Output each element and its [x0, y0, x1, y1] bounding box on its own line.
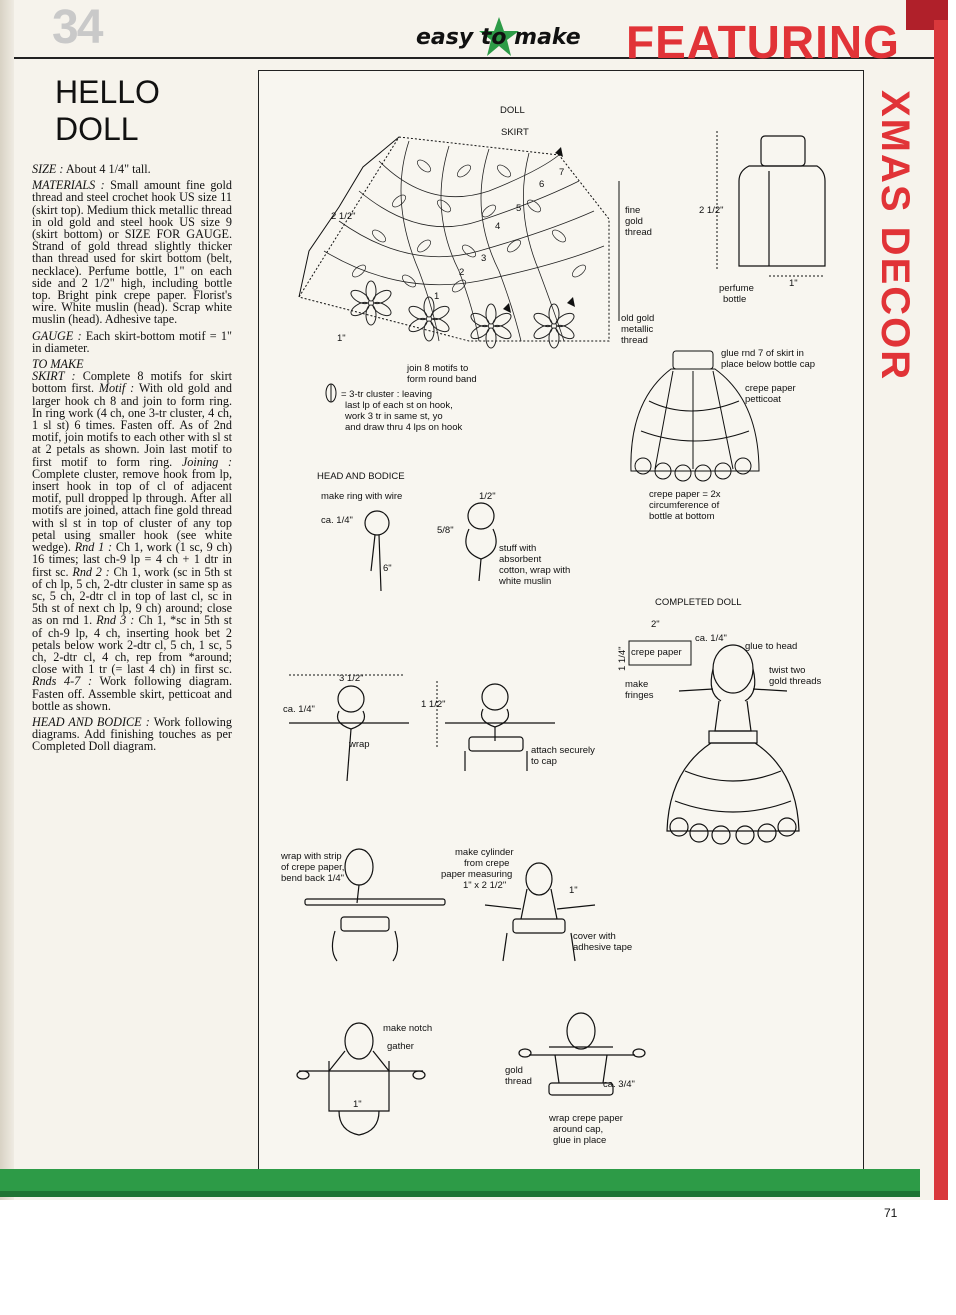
rnds47-text: Work following diagram. Fasten off. Assemble skirt, petticoat and bottle as shown.: [32, 674, 232, 713]
glue-head-label: glue to head: [745, 641, 798, 652]
fringe-height-dim: 1 1/4": [617, 646, 628, 671]
red-edge-strip: [934, 20, 948, 1200]
cluster-legend-1: = 3-tr cluster : leaving: [341, 389, 433, 400]
petticoat-label-1: crepe paper: [745, 383, 796, 394]
gold-thread-label-2: thread: [505, 1076, 532, 1087]
row-number-3: 3: [481, 253, 487, 264]
size-text: About 4 1/4" tall.: [65, 162, 151, 176]
head-bodice-heading: HEAD AND BODICE: [317, 471, 405, 482]
crepe-paper-label: crepe paper: [631, 647, 682, 658]
rnd3-label: Rnd 3 :: [96, 613, 135, 628]
page-number: 34: [52, 1, 102, 54]
cluster-legend-2: last lp of each st on hook,: [345, 400, 453, 411]
fringe-width-dim: 2": [651, 619, 660, 630]
cluster-symbol-icon: [326, 384, 336, 402]
wrap-cap-label-3: glue in place: [553, 1135, 607, 1146]
title-line-1: HELLO: [55, 74, 160, 110]
skirt-height-dim: 2 1/2": [331, 211, 356, 222]
footer-page-number: 71: [884, 1206, 898, 1220]
stuff-label-2: absorbent: [499, 554, 542, 565]
skirt-label: SKIRT :: [32, 369, 76, 384]
cylinder-label-3: paper measuring: [441, 869, 513, 880]
join-motifs-label-1: join 8 motifs to: [407, 363, 469, 374]
wrap-strip-label-1: wrap with strip: [281, 851, 342, 862]
skirt-heading: SKIRT: [501, 127, 529, 138]
make-fringes-label-1: make: [625, 679, 649, 690]
stuffed-head-drawing: [466, 503, 496, 581]
skirt-on-bottle-drawing: [631, 351, 759, 481]
skirt-motif-dim: 1": [337, 333, 346, 344]
cylinder-label-4: 1" x 2 1/2": [463, 880, 507, 891]
size-label: SIZE :: [32, 162, 64, 176]
cluster-legend-4: and draw thru 4 lps on hook: [345, 422, 463, 433]
materials-paragraph: [32, 179, 232, 325]
rnd1-text: Ch 1, work (1 sc, 9 ch) 16 times; last ch-9 lp = 4 ch + 1 dtr in first sc.: [32, 540, 233, 579]
twist-label-1: twist two: [769, 665, 806, 676]
gold-thread-label-1: gold: [505, 1065, 523, 1076]
featuring-heading: FEATURING: [626, 16, 900, 68]
to-make-label: TO MAKE: [32, 357, 84, 372]
twist-label-2: gold threads: [769, 676, 822, 687]
stuff-label-3: cotton, wrap with: [499, 565, 571, 576]
join-motifs-label-2: form round band: [407, 374, 477, 385]
completed-doll-heading: COMPLETED DOLL: [655, 597, 742, 608]
row-number-7: 7: [559, 167, 565, 178]
crepe-circ-label-1: crepe paper = 2x: [649, 489, 721, 500]
skirt-text: Complete 8 motifs for skirt bottom first.: [32, 369, 233, 396]
gauge-paragraph: [32, 330, 232, 354]
easy-to-make-label: easy to make: [416, 25, 581, 50]
row-number-5: 5: [516, 203, 522, 214]
head-wire-drawing: [289, 686, 409, 781]
belt-width-dim: ca. 3/4": [603, 1079, 635, 1090]
joining-label: Joining :: [181, 454, 233, 469]
bottle-height-dim: 2 1/2": [699, 205, 724, 216]
perfume-label-2: bottle: [723, 294, 747, 305]
notch-dim: 1": [353, 1099, 362, 1110]
wire-span-dim: 3 1/2": [339, 673, 364, 684]
row-number-4: 4: [495, 221, 501, 232]
wire-length-dim: 6": [383, 563, 392, 574]
row-number-6: 6: [539, 179, 545, 190]
ring-size-dim: ca. 1/4": [321, 515, 353, 526]
footer-green-shadow: [0, 1191, 920, 1197]
head-cap-dim: 1 1/2": [421, 699, 446, 710]
joining-text: Complete cluster, remove hook from lp, insert hook in top of cl of adjacent motif, pull dropped lp through. After all motifs are joined, attach fine gold thread with sl st in top of cluster of any top petal using smaller hook (see white wedge).: [32, 466, 232, 555]
cylinder-label-1: make cylinder: [455, 847, 514, 858]
rnd2-label: Rnd 2 :: [72, 564, 110, 579]
wrap-cap-label-2: around cap,: [553, 1124, 604, 1135]
wrap-label: wrap: [349, 739, 370, 750]
fine-thread-label-2: gold: [625, 216, 643, 227]
doll-heading: DOLL: [500, 105, 525, 116]
wrap-strip-label-2: of crepe paper,: [281, 862, 345, 873]
article-title: [55, 74, 160, 148]
wire-ring-drawing: [365, 511, 389, 591]
perfume-label-1: perfume: [719, 283, 754, 294]
diagram-frame: [258, 70, 864, 1172]
old-gold-label-2: metallic: [621, 324, 654, 335]
fine-thread-label-1: fine: [625, 205, 641, 216]
fine-thread-label-3: thread: [625, 227, 652, 238]
wrap-cap-label-1: wrap crepe paper: [549, 1113, 623, 1124]
make-ring-label: make ring with wire: [321, 491, 403, 502]
head-bodice-text: Work following diagrams. Add finishing touches as per Completed Doll diagram.: [32, 714, 232, 754]
size-paragraph: [32, 163, 232, 175]
cylinder-dim: 1": [569, 885, 578, 896]
make-fringes-label-2: fringes: [625, 690, 654, 701]
cover-label-1: cover with: [573, 931, 616, 942]
old-gold-label-1: old gold: [621, 313, 655, 324]
row-number-2: 2: [459, 267, 465, 278]
bottle-width-dim: 1": [789, 278, 798, 289]
head-bodice-label: HEAD AND BODICE :: [32, 714, 150, 729]
head-wrap-dim: ca. 1/4": [283, 704, 315, 715]
head-top-dim: 1/2": [479, 491, 496, 502]
head-paragraph: [32, 716, 232, 753]
skirt-paragraph: [32, 370, 232, 712]
motif-label: Motif :: [98, 381, 135, 396]
gauge-label: GAUGE :: [32, 328, 82, 343]
attach-label-2: to cap: [531, 756, 557, 767]
gather-label: gather: [387, 1041, 414, 1052]
head-height-dim: 5/8": [437, 525, 454, 536]
crepe-circ-label-3: bottle at bottom: [649, 511, 715, 522]
stuff-label-4: white muslin: [499, 576, 552, 587]
petticoat-label-2: petticoat: [745, 394, 781, 405]
stuff-label-1: stuff with: [499, 543, 537, 554]
page-spine: [0, 0, 14, 1200]
old-gold-label-3: thread: [621, 335, 648, 346]
cylinder-label-2: from crepe: [464, 858, 510, 869]
glue-rnd-label-1: glue rnd 7 of skirt in: [721, 348, 804, 359]
materials-text: Small amount fine gold thread and steel crochet hook US size 11 (skirt top). Medium thick metallic thread in old gold and steel hook US size 9 (skirt bottom) or SIZE FOR GAUGE. Strand of gold thread slightly thicker than thread used for skirt bottom (belt, necklace). Perfume bottle, 1" on each side and 2 1/2" high, including bottle top. Bright pink crepe paper. Florist's wire. White muslin (head). Scrap white muslin (head). Adhesive tape.: [32, 178, 232, 327]
xmas-decor-title: XMAS DECOR: [873, 90, 917, 382]
attach-label-1: attach securely: [531, 745, 595, 756]
rnd2-text: Ch 1, work (sc in 5th st of ch lp, 5 ch, 2-dtr cluster in same sp as sc, 5 ch, 2-dtr cl in top of last cl, sc in 5th st of next ch lp, 9 ch) around; close as on rnd 1.: [32, 564, 232, 628]
gauge-text: Each skirt-bottom motif = 1" in diameter.: [32, 328, 232, 355]
side-title: [870, 90, 920, 420]
notch-gather-drawing: [297, 1023, 425, 1135]
row-number-1: 1: [434, 291, 440, 302]
diagram-svg: [259, 71, 863, 1171]
instructions-text: [32, 163, 232, 757]
materials-label: MATERIALS :: [32, 178, 105, 193]
title-line-2: DOLL: [55, 111, 139, 147]
cover-label-2: adhesive tape: [573, 942, 633, 953]
rnd1-label: Rnd 1 :: [74, 540, 113, 555]
make-notch-label: make notch: [383, 1023, 433, 1034]
perfume-bottle-drawing: [739, 136, 825, 266]
rnds47-label: Rnds 4-7 :: [32, 674, 93, 689]
rnd3-text: Ch 1, *sc in 5th st of ch-9 lp, 4 ch, inserting hook bet 2 petals below work 2-dtr cl, 5 ch, 1 sc, 5 ch, 2-dtr cl, 4 ch, rep from *around; close with 1 tr (= last 4 ch) in first sc.: [32, 613, 233, 677]
wrap-strip-label-3: bend back 1/4": [281, 873, 345, 884]
motif-text: With old gold and larger hook ch 8 and join to form ring. In ring work (4 ch, one 3-tr cluster, 4 ch, 1 sl st) 6 times. Fasten off. As of 2nd motif, join motifs to each other with sl st at 2 petals as shown. Join last motif to first motif to form ring.: [32, 381, 233, 469]
crepe-circ-label-2: circumference of: [649, 500, 720, 511]
fringe-cut-dim: ca. 1/4": [695, 633, 727, 644]
cluster-legend-3: work 3 tr in same st, yo: [345, 411, 443, 422]
glue-rnd-label-2: place below bottle cap: [721, 359, 816, 370]
